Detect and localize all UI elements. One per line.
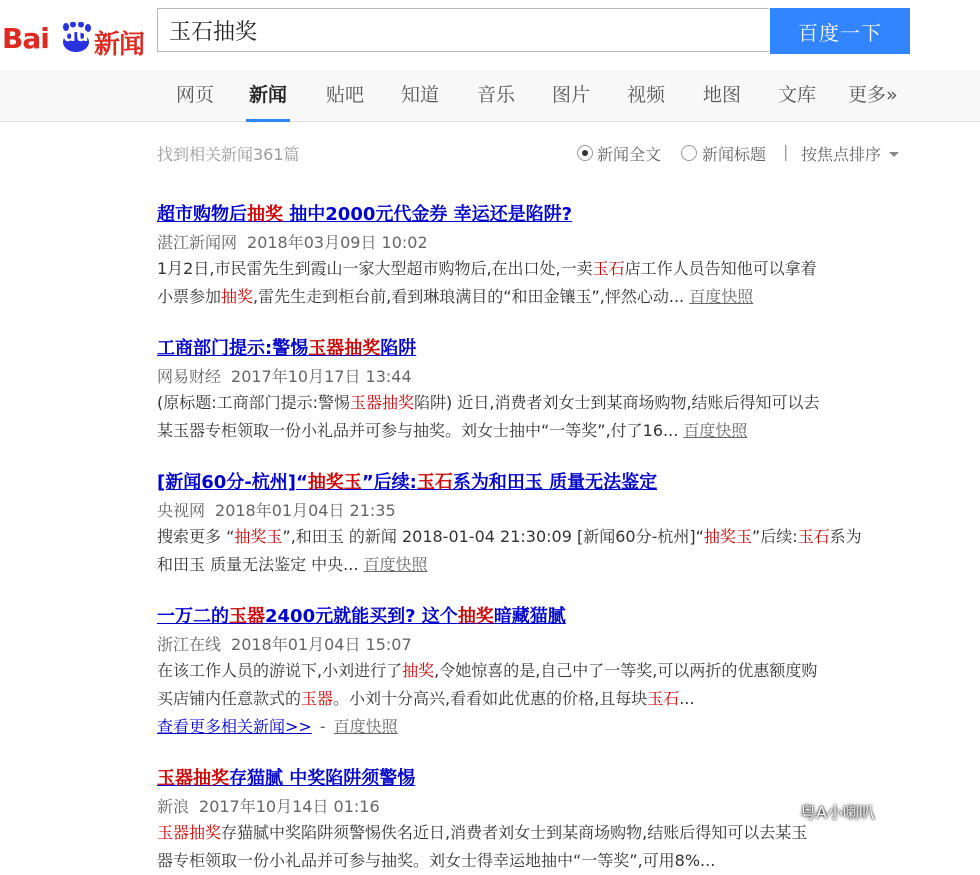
keyword-highlight: 抽奖玉 bbox=[703, 527, 752, 546]
result-item bbox=[157, 338, 917, 445]
keyword-highlight: 抽奖玉 bbox=[234, 527, 283, 546]
result-abstract bbox=[157, 819, 917, 875]
search-button[interactable]: 百度一下 bbox=[770, 8, 910, 54]
abstract-text bbox=[157, 421, 678, 440]
tab-music[interactable]: 音乐 bbox=[477, 84, 516, 106]
text-segment: ... bbox=[679, 689, 695, 708]
link-separator: - bbox=[319, 717, 326, 736]
result-source: 网易财经 bbox=[157, 367, 222, 386]
baidu-news-logo[interactable] bbox=[2, 2, 152, 62]
result-item bbox=[157, 204, 917, 311]
snapshot-link[interactable]: 百度快照 bbox=[333, 717, 398, 736]
logo-news-text: 新闻 bbox=[94, 30, 145, 60]
text-segment: 店工作人员告知他可以拿着 bbox=[624, 259, 817, 278]
result-item bbox=[157, 606, 917, 741]
caret-down-icon bbox=[889, 152, 899, 157]
result-source: 浙江在线 bbox=[157, 635, 222, 654]
sort-dropdown[interactable]: 按焦点排序 bbox=[801, 145, 882, 164]
text-segment: 和田玉 质量无法鉴定 中央... bbox=[157, 555, 359, 574]
abstract-line bbox=[157, 255, 917, 283]
radio-title-only[interactable] bbox=[681, 145, 697, 161]
result-title-link[interactable] bbox=[157, 768, 917, 790]
text-segment: 存猫腻 中奖陷阱须警惕 bbox=[229, 768, 416, 789]
result-abstract bbox=[157, 255, 917, 311]
result-item bbox=[157, 472, 917, 579]
result-meta bbox=[157, 635, 917, 655]
abstract-line bbox=[157, 685, 917, 713]
keyword-highlight: 玉石 bbox=[797, 527, 830, 546]
abstract-line bbox=[157, 283, 917, 311]
text-segment: 一万二的 bbox=[157, 606, 229, 627]
result-count: 找到相关新闻361篇 bbox=[157, 145, 300, 164]
logo-du-text: du bbox=[63, 25, 89, 46]
text-segment: 在该工作人员的游说下,小刘进行了 bbox=[157, 661, 403, 680]
keyword-highlight: 玉器抽奖 bbox=[157, 768, 229, 789]
keyword-highlight: 玉石 bbox=[647, 689, 680, 708]
more-related-news-link[interactable]: 查看更多相关新闻>> bbox=[157, 717, 312, 736]
radio-full-text[interactable] bbox=[577, 145, 593, 161]
text-segment: 1月2日,市民雷先生到霞山一家大型超市购物后,在出口处,一卖 bbox=[157, 259, 593, 278]
result-source: 央视网 bbox=[157, 501, 206, 520]
text-segment: [新闻60分-杭州]“ bbox=[157, 472, 308, 493]
text-segment: 暗藏猫腻 bbox=[493, 606, 566, 627]
keyword-highlight: 玉器抽奖 bbox=[308, 338, 381, 359]
text-segment: 存猫腻中奖陷阱须警惕佚名近日,消费者刘女士到某商场购物,结账后得知可以去某玉 bbox=[221, 823, 808, 842]
tab-wenku[interactable]: 文库 bbox=[778, 84, 817, 106]
text-segment: 买店铺内任意款式的 bbox=[157, 689, 302, 708]
text-segment: ,雷先生走到柜台前,看到琳琅满目的“和田金镶玉”,怦然心动... bbox=[253, 287, 685, 306]
abstract-line bbox=[157, 417, 917, 445]
text-segment: 搜索更多 “ bbox=[157, 527, 235, 546]
keyword-highlight: 抽奖 bbox=[457, 606, 494, 627]
result-time: 2018年03月09日 10:02 bbox=[247, 233, 428, 252]
result-abstract bbox=[157, 389, 917, 445]
nav-tabs bbox=[0, 70, 980, 122]
text-segment: ”,和田玉 的新闻 2018-01-04 21:30:09 [新闻60分-杭州]“ bbox=[282, 527, 704, 546]
header bbox=[0, 0, 980, 70]
tab-more[interactable]: 更多» bbox=[848, 84, 898, 106]
keyword-highlight: 玉器 bbox=[229, 606, 265, 627]
result-source: 湛江新闻网 bbox=[157, 233, 238, 252]
keyword-highlight: 玉器抽奖 bbox=[350, 393, 415, 412]
abstract-line bbox=[157, 713, 917, 741]
abstract-text bbox=[157, 287, 684, 306]
tab-video[interactable]: 视频 bbox=[627, 84, 666, 106]
text-segment: (原标题:工商部门提示:警惕 bbox=[157, 393, 351, 412]
text-segment: 陷阱 bbox=[380, 338, 417, 359]
watermark-text: 粤A小喇叭 bbox=[800, 803, 875, 822]
keyword-highlight: 抽奖 bbox=[247, 204, 283, 225]
snapshot-link[interactable]: 百度快照 bbox=[363, 555, 428, 574]
text-segment: ”后续: bbox=[751, 527, 798, 546]
result-meta bbox=[157, 367, 917, 387]
text-segment: 2400元就能买到? 这个 bbox=[265, 606, 458, 627]
abstract-line bbox=[157, 657, 917, 685]
tab-news[interactable]: 新闻 bbox=[246, 70, 290, 122]
text-segment: ”后续: bbox=[361, 472, 417, 493]
logo-bai-text: Bai bbox=[2, 22, 49, 55]
option-full-text-label[interactable]: 新闻全文 bbox=[597, 145, 662, 164]
text-segment: 陷阱) 近日,消费者刘女士到某商场购物,结账后得知可以去 bbox=[414, 393, 820, 412]
result-title-link[interactable] bbox=[157, 606, 917, 628]
tab-map[interactable]: 地图 bbox=[703, 84, 742, 106]
result-time: 2017年10月17日 13:44 bbox=[231, 367, 412, 386]
text-segment: 小票参加 bbox=[157, 287, 222, 306]
search-input[interactable] bbox=[157, 8, 769, 52]
tab-images[interactable]: 图片 bbox=[552, 84, 591, 106]
text-segment: 某玉器专柜领取一份小礼品并可参与抽奖。刘女士抽中“一等奖”,付了16... bbox=[157, 421, 679, 440]
text-segment: 系为和田玉 质量无法鉴定 bbox=[452, 472, 658, 493]
text-segment: 超市购物后 bbox=[157, 204, 247, 225]
abstract-line bbox=[157, 523, 917, 551]
tab-zhidao[interactable]: 知道 bbox=[401, 84, 440, 106]
keyword-highlight: 抽奖 bbox=[221, 287, 254, 306]
abstract-line bbox=[157, 847, 917, 875]
result-title-link[interactable] bbox=[157, 204, 917, 226]
text-segment: 系为 bbox=[829, 527, 862, 546]
text-segment: 抽中2000元代金券 幸运还是陷阱? bbox=[283, 204, 573, 225]
radio-selected-dot bbox=[582, 150, 588, 156]
keyword-highlight: 抽奖 bbox=[402, 661, 435, 680]
result-title-link[interactable] bbox=[157, 338, 917, 360]
result-abstract bbox=[157, 657, 917, 741]
abstract-line bbox=[157, 551, 917, 579]
snapshot-link[interactable]: 百度快照 bbox=[683, 421, 748, 440]
result-meta bbox=[157, 501, 917, 521]
text-segment: 工商部门提示:警惕 bbox=[157, 338, 309, 359]
abstract-line bbox=[157, 389, 917, 417]
result-meta bbox=[157, 233, 917, 253]
result-source: 新浪 bbox=[157, 797, 190, 816]
options-separator: | bbox=[783, 142, 789, 161]
result-time: 2017年10月14日 01:16 bbox=[199, 797, 380, 816]
snapshot-link[interactable]: 百度快照 bbox=[689, 287, 754, 306]
text-segment: 器专柜领取一份小礼品并可参与抽奖。刘女士得幸运地抽中“一等奖”,可用8%... bbox=[157, 851, 716, 870]
option-title-label[interactable]: 新闻标题 bbox=[702, 145, 767, 164]
wechat-icon bbox=[776, 805, 802, 823]
tab-tieba[interactable]: 贴吧 bbox=[326, 84, 365, 106]
result-title-link[interactable] bbox=[157, 472, 917, 494]
tab-web[interactable]: 网页 bbox=[176, 84, 215, 106]
abstract-line bbox=[157, 819, 917, 847]
text-segment: ,令她惊喜的是,自己中了一等奖,可以两折的优惠额度购 bbox=[434, 661, 818, 680]
result-abstract bbox=[157, 523, 917, 579]
result-time: 2018年01月04日 21:35 bbox=[215, 501, 396, 520]
text-segment: 。小刘十分高兴,看看如此优惠的价格,且每块 bbox=[333, 689, 648, 708]
abstract-text bbox=[157, 555, 358, 574]
result-time: 2018年01月04日 15:07 bbox=[231, 635, 412, 654]
keyword-highlight: 抽奖玉 bbox=[307, 472, 362, 493]
keyword-highlight: 玉器抽奖 bbox=[157, 823, 222, 842]
keyword-highlight: 玉石 bbox=[416, 472, 453, 493]
keyword-highlight: 玉石 bbox=[592, 259, 625, 278]
keyword-highlight: 玉器 bbox=[301, 689, 334, 708]
